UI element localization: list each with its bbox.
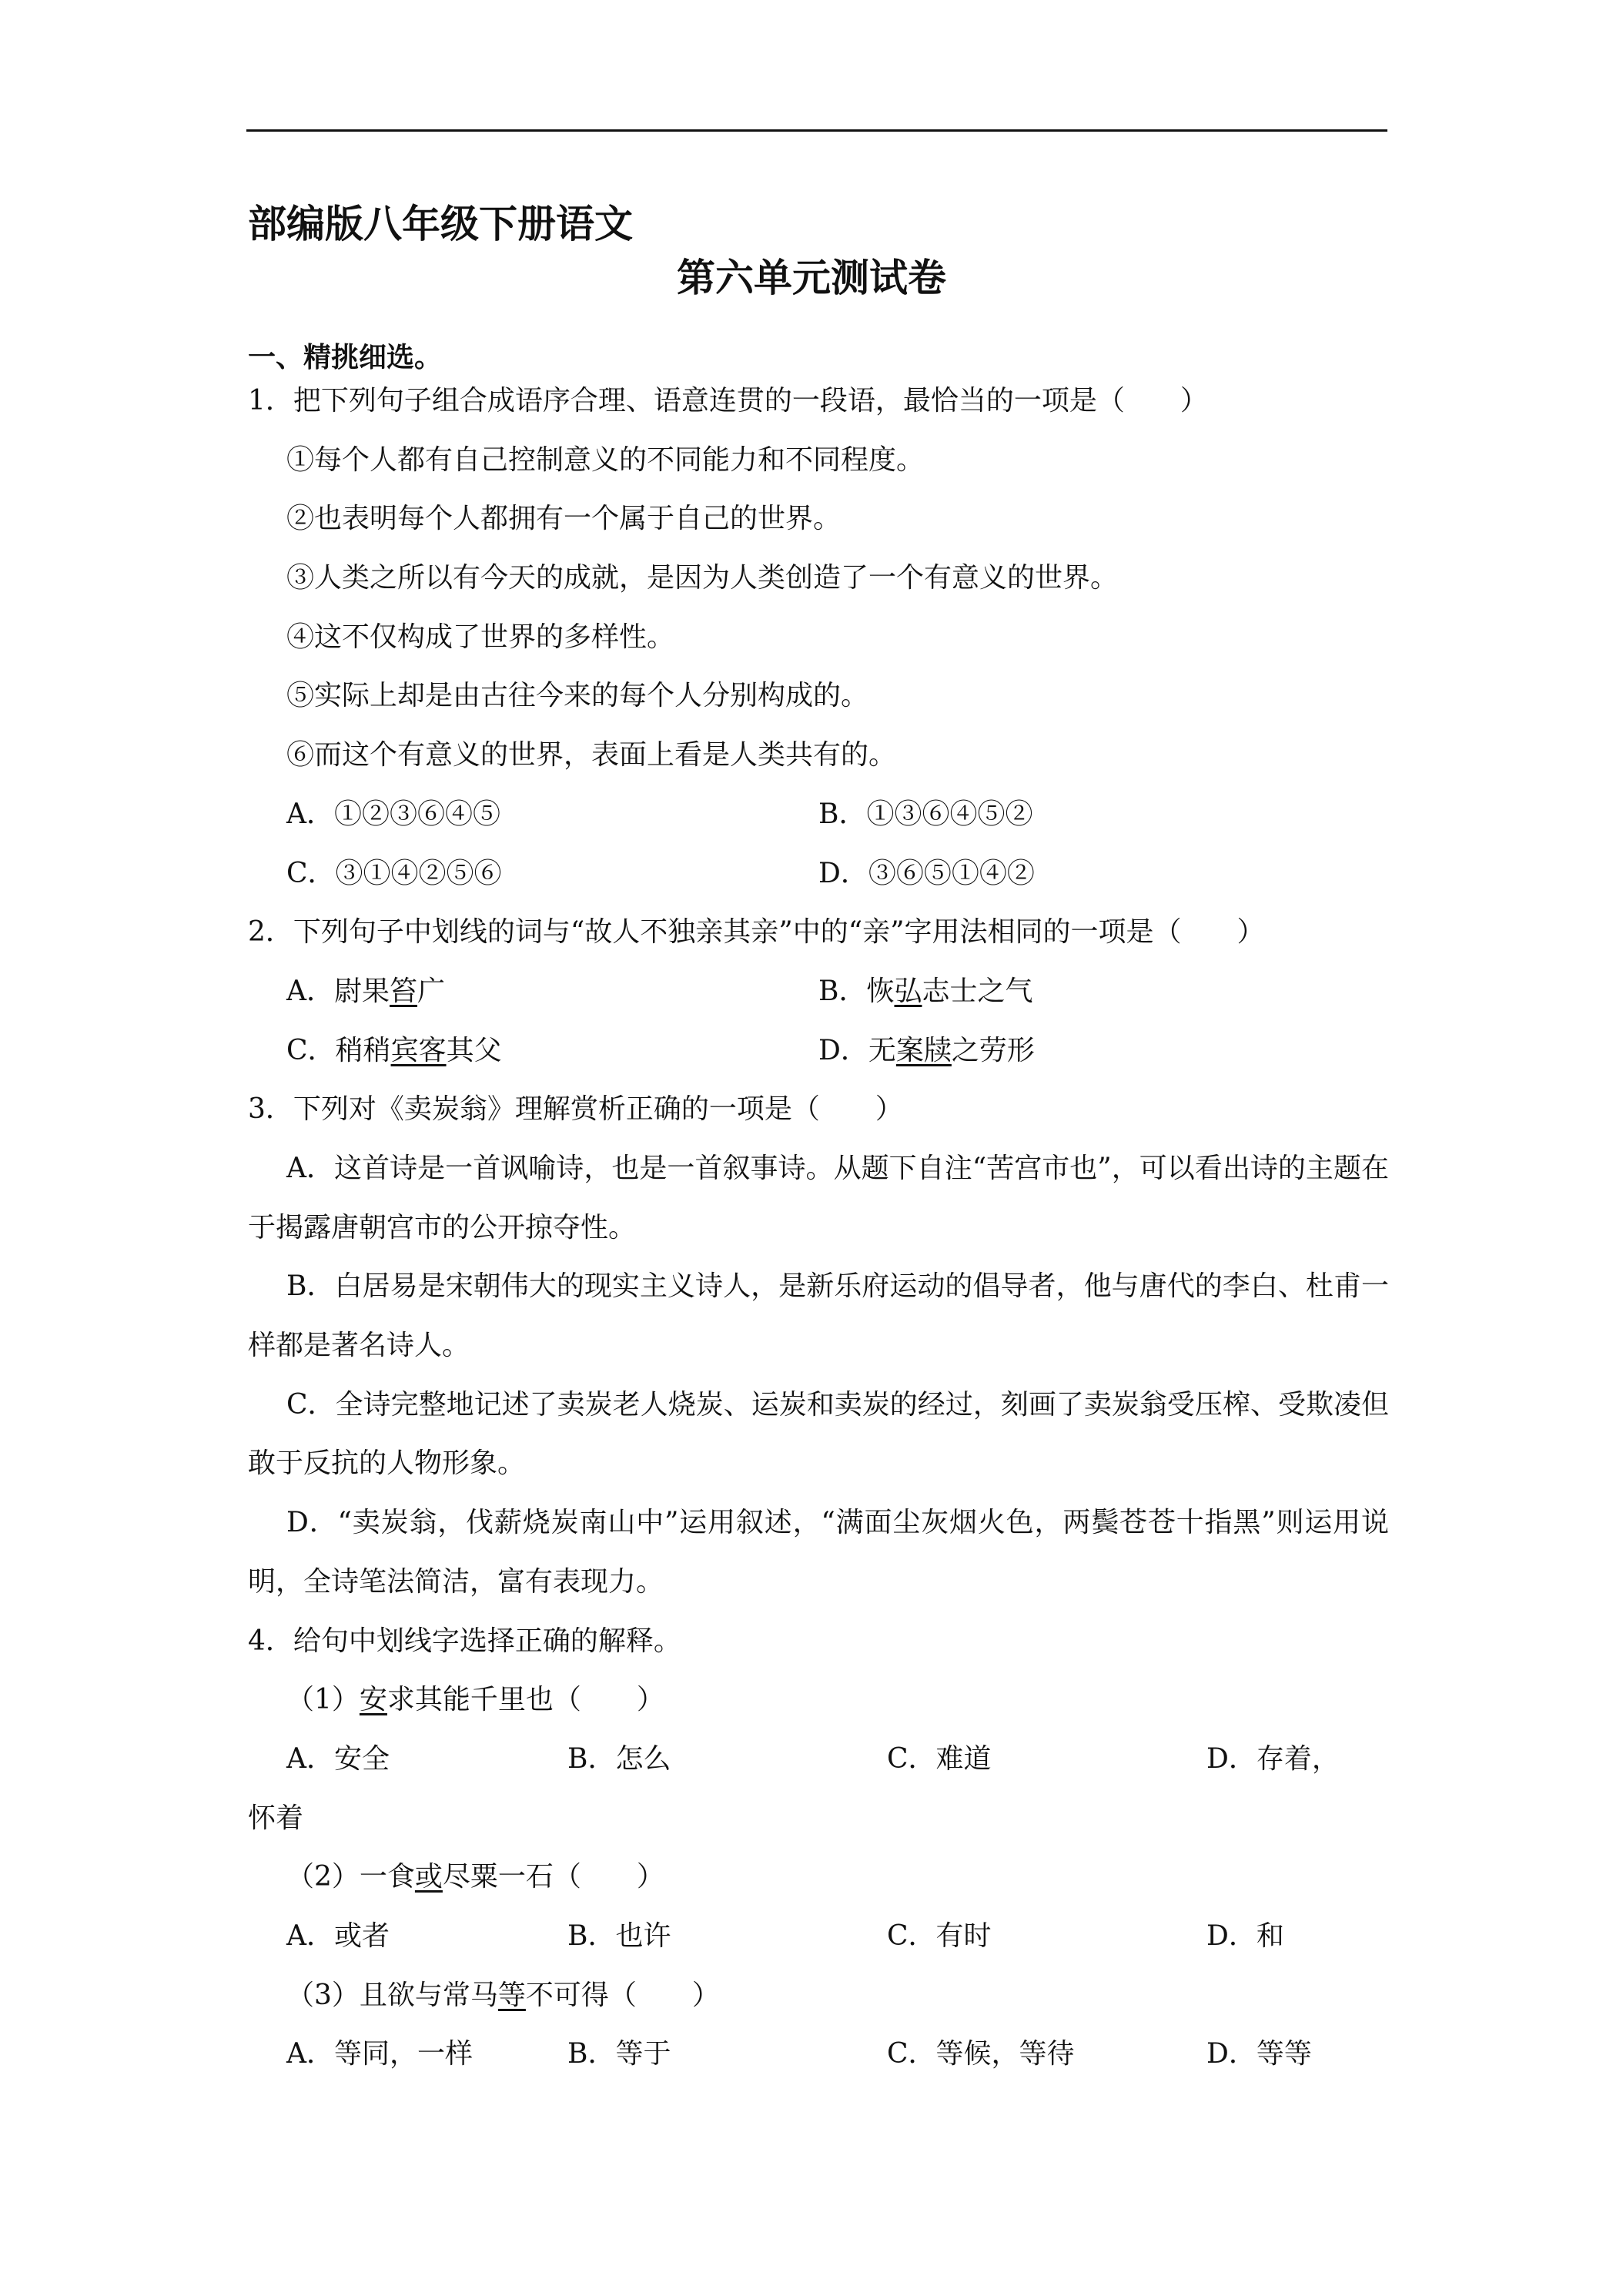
question-2-stem: 2．下列句子中划线的词与“故人不独亲其亲”中的“亲”字用法相同的一项是（ ）: [248, 916, 1265, 949]
q3-option-d: D．“卖炭翁，伐薪烧炭南山中”运用叙述，“满面尘灰烟火色，两鬓苍苍十指黑”则运用说明，全诗笔法简洁，富有表现力。: [248, 1507, 1389, 1598]
section-heading: 一、精挑细选。: [248, 342, 443, 373]
q4-sub3-options: [248, 2025, 1389, 2084]
underlined-word: 案牍: [895, 1034, 952, 1066]
question-body: [248, 372, 1389, 2084]
document-title: 部编版八年级下册语文: [248, 202, 633, 246]
q2-option-b: B．恢弘志士之气: [818, 975, 1033, 1007]
question-4-stem: 4．给句中划线字选择正确的解释。: [248, 1625, 681, 1657]
q4-sub1-options: [248, 1730, 1389, 1789]
q2-option-c: C．稍稍宾客其父: [286, 1034, 502, 1066]
q1-sentence-3: ③人类之所以有今天的成就，是因为人类创造了一个有意义的世界。: [286, 562, 1119, 594]
q1-option-c: C．③①④②⑤⑥: [286, 857, 502, 889]
underlined-word: 安: [359, 1684, 387, 1716]
q3-option-a: A．这首诗是一首讽喻诗，也是一首叙事诗。从题下自注“苦宫市也”，可以看出诗的主题在于揭露唐朝宫市的公开掠夺性。: [248, 1152, 1389, 1243]
underlined-word: 宾客: [390, 1034, 447, 1066]
q1-option-b: B．①③⑥④⑤②: [818, 798, 1033, 830]
q4-sub1-option-c: C．难道: [887, 1742, 992, 1775]
q4-sub2-option-c: C．有时: [887, 1920, 992, 1952]
q3-option-b: B．白居易是宋朝伟大的现实主义诗人，是新乐府运动的倡导者，他与唐代的李白、杜甫一样都是著名诗人。: [248, 1270, 1389, 1362]
q4-sub2-options: [248, 1907, 1389, 1966]
q1-option-d: D．③⑥⑤①④②: [818, 857, 1035, 889]
q4-sub2-stem: （2）一食或尽粟一石（ ）: [286, 1861, 664, 1893]
q4-sub3-option-c: C．等候，等待: [887, 2038, 1075, 2070]
q2-options-row-1: [248, 962, 1389, 1022]
q4-sub1-option-b: B．怎么: [567, 1742, 671, 1775]
header-rule: [246, 129, 1387, 132]
q2-option-d: D．无案牍之劳形: [818, 1034, 1035, 1066]
underlined-word: 弘: [894, 975, 922, 1007]
q4-sub3-stem: （3）且欲与常马等不可得（ ）: [286, 1979, 720, 2011]
q4-sub1-option-d: D．存着，: [1206, 1742, 1340, 1775]
underlined-word: 或: [414, 1861, 443, 1893]
underlined-word: 等: [497, 1979, 526, 2011]
q4-sub2-option-b: B．也许: [567, 1920, 671, 1952]
q4-sub1-option-d-wrap: 怀着: [248, 1802, 304, 1834]
q1-sentence-5: ⑤实际上却是由古往今来的每个人分别构成的。: [286, 680, 869, 712]
q1-sentence-6: ⑥而这个有意义的世界，表面上看是人类共有的。: [286, 739, 897, 771]
q1-sentence-2: ②也表明每个人都拥有一个属于自己的世界。: [286, 503, 842, 535]
q1-sentence-1: ①每个人都有自己控制意义的不同能力和不同程度。: [286, 443, 925, 476]
q4-sub3-option-d: D．等等: [1206, 2038, 1312, 2070]
q4-sub3-option-a: A．等同，一样: [286, 2038, 473, 2070]
q1-options-row-1: [248, 785, 1389, 845]
q1-option-a: A．①②③⑥④⑤: [286, 798, 500, 830]
q2-option-a: A．尉果笞广: [286, 975, 446, 1007]
question-1-stem: 1．把下列句子组合成语序合理、语意连贯的一段语，最恰当的一项是（ ）: [248, 385, 1208, 417]
q4-sub1-option-a: A．安全: [286, 1742, 390, 1775]
q4-sub2-option-a: A．或者: [286, 1920, 390, 1952]
q2-options-row-2: [248, 1022, 1389, 1081]
q1-sentence-4: ④这不仅构成了世界的多样性。: [286, 621, 675, 653]
q1-options-row-2: [248, 845, 1389, 904]
q4-sub1-stem: （1）安求其能千里也（ ）: [286, 1684, 664, 1716]
document-subtitle: 第六单元测试卷: [677, 256, 946, 300]
question-3-stem: 3．下列对《卖炭翁》理解赏析正确的一项是（ ）: [248, 1093, 903, 1126]
q4-sub3-option-b: B．等于: [567, 2038, 671, 2070]
q3-option-c: C．全诗完整地记述了卖炭老人烧炭、运炭和卖炭的经过，刻画了卖炭翁受压榨、受欺凌但敢于反抗的人物形象。: [248, 1388, 1389, 1480]
q4-sub2-option-d: D．和: [1206, 1920, 1284, 1952]
underlined-word: 笞: [390, 975, 418, 1007]
